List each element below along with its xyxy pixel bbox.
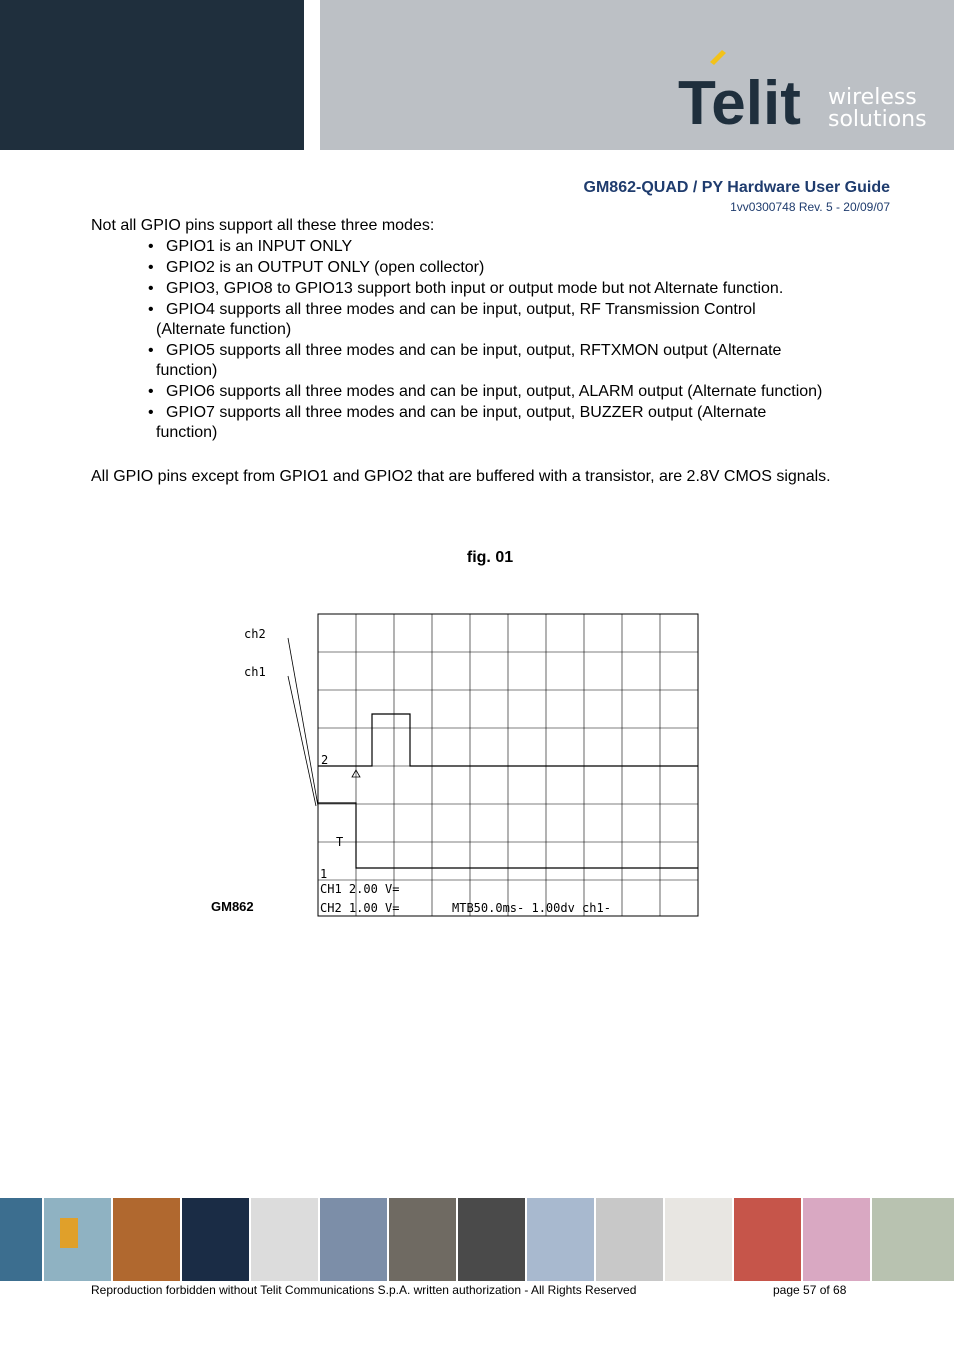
- document-revision: 1vv0300748 Rev. 5 - 20/09/07: [730, 200, 890, 214]
- list-item: • GPIO1 is an INPUT ONLY: [148, 238, 353, 255]
- scope-readout-ch2: CH2 1.00 V=: [320, 901, 400, 915]
- intro-text: Not all GPIO pins support all these three modes:: [91, 217, 435, 234]
- bullet-icon: •: [148, 238, 154, 255]
- page-number: page 57 of 68: [773, 1283, 847, 1297]
- ch2-ground-marker: 2: [321, 753, 329, 767]
- footer-notice: Reproduction forbidden without Telit Communications S.p.A. written authorization - All Rights Reserved: [91, 1283, 637, 1297]
- list-item: • GPIO4 supports all three modes and can be input, output, RF Transmission Control (Alternate function): [148, 301, 756, 338]
- telit-logo: [678, 48, 928, 132]
- logo-tagline-1: wireless: [828, 85, 917, 110]
- cmos-paragraph: All GPIO pins except from GPIO1 and GPIO2 that are buffered with a transistor, are 2.8V CMOS signals.: [91, 468, 831, 485]
- list-item: • GPIO7 supports all three modes and can be input, output, BUZZER output (Alternate function): [148, 404, 767, 441]
- bullet-icon: •: [148, 259, 154, 276]
- scope-readout-ch1: CH1 2.00 V=: [320, 882, 400, 896]
- footer-photo-strip: [0, 1198, 954, 1281]
- ch1-ground-marker: 1: [320, 867, 328, 881]
- bullet-icon: •: [148, 342, 154, 359]
- figure-side-label: GM862: [211, 899, 254, 914]
- scope-readout-timebase: MTB50.0ms- 1.00dv ch1-: [452, 901, 611, 915]
- bullet-icon: •: [148, 383, 154, 400]
- header-dark-panel: [0, 0, 304, 150]
- channel-pointers: [288, 638, 318, 806]
- bullet-icon: •: [148, 404, 154, 421]
- logo-tagline-2: solutions: [828, 107, 927, 132]
- oscilloscope-figure: [238, 612, 700, 918]
- list-item: • GPIO6 supports all three modes and can be input, output, ALARM output (Alternate function): [148, 383, 823, 400]
- ch1-label: ch1: [244, 665, 266, 679]
- figure-label: fig. 01: [466, 549, 514, 566]
- gpio-mode-list: [140, 237, 890, 444]
- trigger-level-marker: T: [336, 835, 344, 849]
- list-item: • GPIO3, GPIO8 to GPIO13 support both input or output mode but not Alternate function.: [148, 280, 784, 297]
- logo-accent: [710, 50, 726, 65]
- list-item: • GPIO5 supports all three modes and can be input, output, RFTXMON output (Alternate function): [148, 342, 782, 379]
- document-title: GM862-QUAD / PY Hardware User Guide: [583, 179, 890, 196]
- bullet-icon: •: [148, 280, 154, 297]
- bullet-icon: •: [148, 301, 154, 318]
- logo-word: Telit: [678, 69, 801, 132]
- ch2-label: ch2: [244, 627, 266, 641]
- scope-grid: [318, 614, 698, 916]
- list-item: • GPIO2 is an OUTPUT ONLY (open collector): [148, 259, 485, 276]
